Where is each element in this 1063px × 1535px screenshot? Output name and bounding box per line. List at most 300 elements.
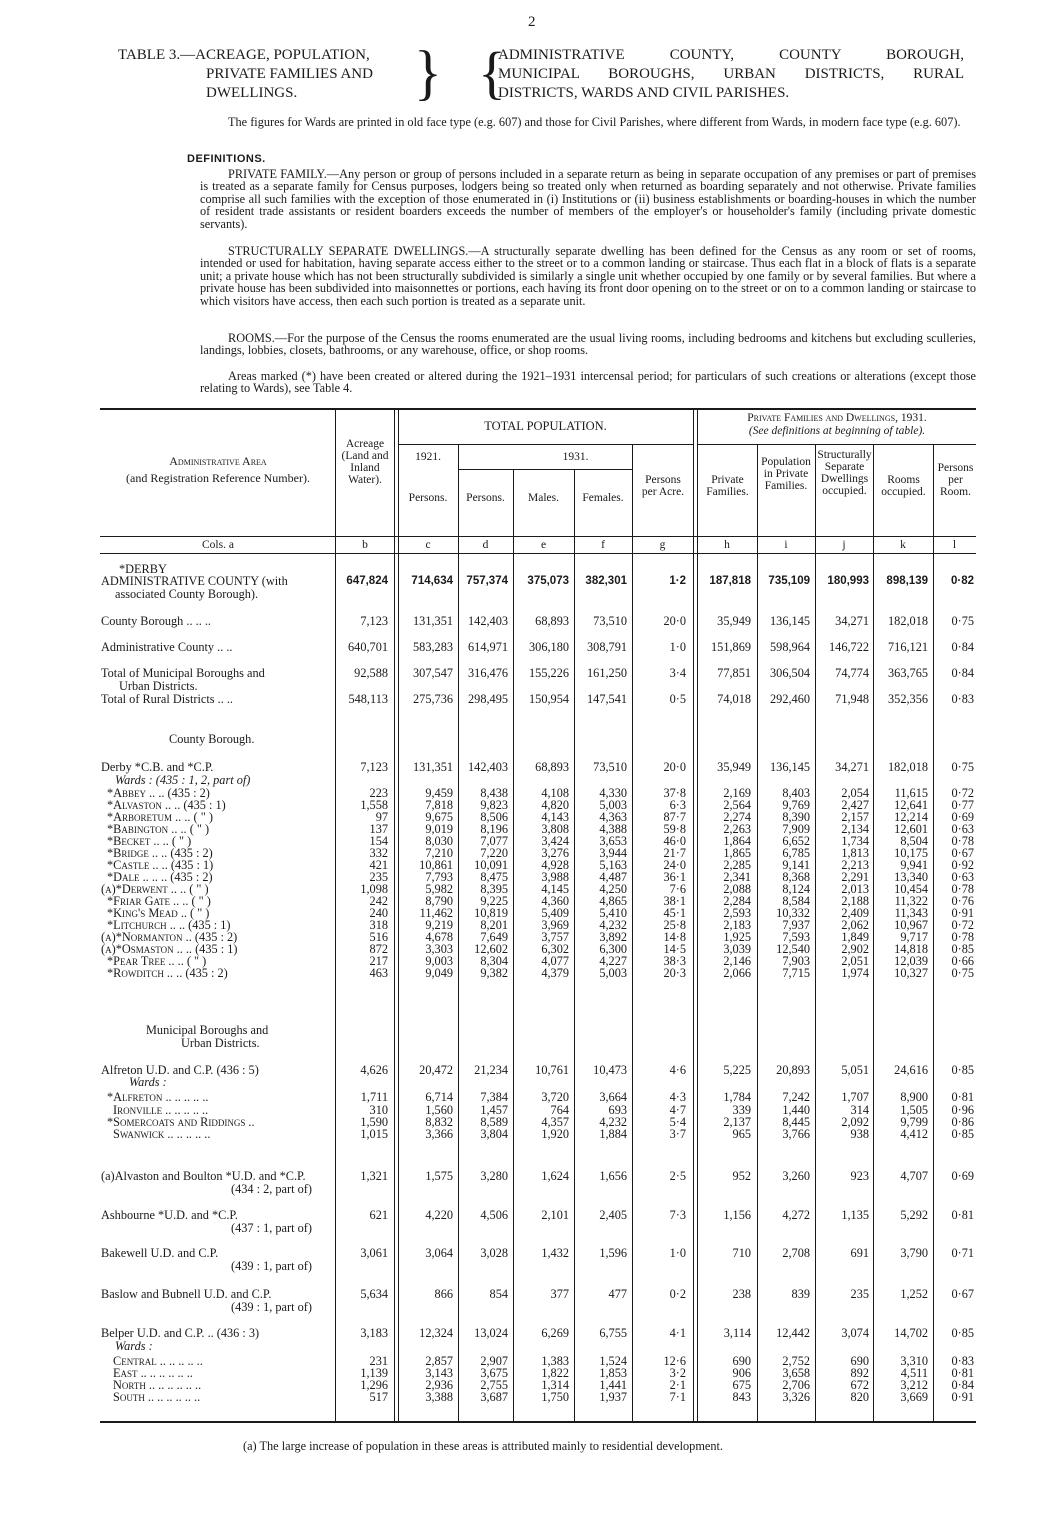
table-cell: 3,326 xyxy=(782,1390,810,1404)
row-label: associated County Borough). xyxy=(115,587,259,601)
table-cell: 1,560 xyxy=(425,1103,453,1117)
table-cell: 0·77 xyxy=(951,798,974,812)
table-cell: 150,954 xyxy=(529,692,569,706)
definitions-heading: DEFINITIONS. xyxy=(187,153,266,165)
table-cell: 35,949 xyxy=(717,614,751,628)
row-label: Belper U.D. and C.P. .. (436 : 3) xyxy=(101,1326,260,1340)
table-cell: 5,003 xyxy=(599,798,627,812)
table-cell: 1,252 xyxy=(900,1287,928,1301)
table-cell: 2,088 xyxy=(723,882,751,896)
table-cell: 2,169 xyxy=(723,786,751,800)
row-label: *Castle .. .. (435 : 1) xyxy=(107,858,214,872)
table-cell: 3·4 xyxy=(669,666,686,680)
table-cell: 20·0 xyxy=(663,614,686,628)
table-cell: 1,383 xyxy=(541,1354,569,1368)
table-cell: 13,340 xyxy=(894,870,928,884)
brace-right: } xyxy=(414,38,442,107)
table-cell: 716,121 xyxy=(888,640,928,654)
row-label: Wards : xyxy=(115,1339,153,1353)
table-cell: 9,769 xyxy=(782,798,810,812)
table-cell: 25·8 xyxy=(663,918,686,932)
title-left-line-1: TABLE 3.—ACREAGE, POPULATION, xyxy=(118,47,370,63)
table-cell: 240 xyxy=(369,906,388,920)
table-cell: 5,410 xyxy=(599,906,627,920)
table-cell: 0·91 xyxy=(951,906,974,920)
table-cell: 6,300 xyxy=(599,942,627,956)
table-cell: 97 xyxy=(375,810,388,824)
header-per-acre: Persons per Acre. xyxy=(641,474,685,498)
table-cell: 2,066 xyxy=(723,966,751,980)
table-cell: 872 xyxy=(369,942,388,956)
table-cell: 9,823 xyxy=(480,798,508,812)
table-cell: 68,893 xyxy=(535,760,569,774)
table-cell: 3,757 xyxy=(541,930,569,944)
table-cell: 7,715 xyxy=(782,966,810,980)
row-label: Wards : xyxy=(129,1075,167,1089)
table-cell: 965 xyxy=(732,1127,751,1141)
table-cell: 5·4 xyxy=(669,1115,686,1129)
row-label: *Alfreton .. .. .. .. .. xyxy=(107,1090,209,1104)
row-label: *Babington .. .. ( " ) xyxy=(107,822,210,836)
table-cell: 8,445 xyxy=(782,1115,810,1129)
table-cell: 2,564 xyxy=(723,798,751,812)
table-cell: 2,188 xyxy=(841,894,869,908)
table-cell: 154 xyxy=(369,834,388,848)
table-cell: 1,505 xyxy=(900,1103,928,1117)
table-cell: 5,634 xyxy=(360,1287,388,1301)
header-bottom-rule xyxy=(100,536,976,537)
table-cell: 46·0 xyxy=(663,834,686,848)
col-letter: d xyxy=(482,539,489,551)
table-cell: 0·66 xyxy=(951,954,974,968)
header-population-private-families: Population in Private Families. xyxy=(761,456,811,492)
table-cell: 8,395 xyxy=(480,882,508,896)
table-cell: 71,948 xyxy=(835,692,869,706)
title-right-line-2: MUNICIPAL BOROUGHS, URBAN DISTRICTS, RURAL xyxy=(498,66,964,82)
table-cell: 11,343 xyxy=(894,906,928,920)
table-cell: 4·1 xyxy=(669,1326,686,1340)
table-cell: 35,949 xyxy=(717,760,751,774)
table-cell: 4,865 xyxy=(599,894,627,908)
table-cell: 2·1 xyxy=(669,1378,686,1392)
table-cell: 4,487 xyxy=(599,870,627,884)
table-cell: 1,937 xyxy=(599,1390,627,1404)
table-cell: 3,808 xyxy=(541,822,569,836)
table-cell: 9,003 xyxy=(425,954,453,968)
table-cell: 2,405 xyxy=(599,1208,627,1222)
table-cell: 142,403 xyxy=(468,760,508,774)
table-cell: 45·1 xyxy=(663,906,686,920)
table-cell: 12,641 xyxy=(894,798,928,812)
table-cell: 0·96 xyxy=(951,1103,974,1117)
table-cell: 3,687 xyxy=(480,1390,508,1404)
table-cell: 3·7 xyxy=(669,1127,686,1141)
table-cell: 477 xyxy=(608,1287,627,1301)
table-cell: 34,271 xyxy=(835,614,869,628)
table-cell: 137 xyxy=(369,822,388,836)
table-cell: 4,143 xyxy=(541,810,569,824)
table-cell: 4,357 xyxy=(541,1115,569,1129)
table-cell: 0·85 xyxy=(951,1063,974,1077)
footnote: (a) The large increase of population in these areas is attributed mainly to residential development. xyxy=(243,1439,723,1453)
table-cell: 8,304 xyxy=(480,954,508,968)
table-cell: 3,790 xyxy=(900,1246,928,1260)
table-cell: 2,755 xyxy=(480,1378,508,1392)
definition-dwellings: STRUCTURALLY SEPARATE DWELLINGS.—A structurally separate dwelling has been defined for the Census as any room or set of rooms, intended or used for habitation, having separate access either to the street or to a common landing or staircase. Thus each flat in a block of flats is a separate unit; a private house which has not been structurally subdivided is similarly a single unit whether occupied by one family or by several families. But where a private house has been subdivided into maisonnettes or portions, each having its front door opening on to the street or on to a common landing or staircase to which visitors have access, then each such portion is treated as a separate unit. xyxy=(200,244,976,308)
row-label: Central .. .. .. .. .. xyxy=(113,1354,203,1368)
table-cell: 693 xyxy=(608,1103,627,1117)
header-dwellings: Structurally Separate Dwellings occupied. xyxy=(817,449,872,497)
table-cell: 3,183 xyxy=(360,1326,388,1340)
table-cell: 9,675 xyxy=(425,810,453,824)
table-cell: 231 xyxy=(369,1354,388,1368)
table-cell: 238 xyxy=(732,1287,751,1301)
table-cell: 1,590 xyxy=(360,1115,388,1129)
table-cell: 0·5 xyxy=(669,692,686,706)
col-letter: l xyxy=(952,539,957,551)
table-cell: 4,506 xyxy=(480,1208,508,1222)
table-cell: 155,226 xyxy=(529,666,569,680)
table-cell: 1,734 xyxy=(841,834,869,848)
table-cell: 0·78 xyxy=(951,882,974,896)
table-cell: 7,077 xyxy=(480,834,508,848)
table-cell: 854 xyxy=(489,1287,508,1301)
row-label: *Litchurch .. .. (435 : 1) xyxy=(107,918,231,932)
table-cell: 1·2 xyxy=(669,575,686,587)
table-cell: 0·75 xyxy=(951,966,974,980)
table-cell: 2,092 xyxy=(841,1115,869,1129)
table-cell: 1,884 xyxy=(599,1127,627,1141)
table-cell: 517 xyxy=(369,1390,388,1404)
col-letter: k xyxy=(900,539,906,551)
table-cell: 5,051 xyxy=(841,1063,869,1077)
table-cell: 377 xyxy=(550,1287,569,1301)
table-cell: 2,062 xyxy=(841,918,869,932)
row-label: *DERBY xyxy=(119,562,167,576)
table-cell: 8,900 xyxy=(900,1090,928,1104)
row-label: *Dale .. .. .. (435 : 2) xyxy=(107,870,213,884)
table-cell: 548,113 xyxy=(348,692,388,706)
table-cell: 1,558 xyxy=(360,798,388,812)
table-cell: 7·3 xyxy=(669,1208,686,1222)
table-cell: 24·0 xyxy=(663,858,686,872)
table-cell: 9,459 xyxy=(425,786,453,800)
row-label: (a)*Osmaston .. .. (435 : 1) xyxy=(101,942,238,956)
table-cell: 136,145 xyxy=(770,760,810,774)
table-cell: 2,427 xyxy=(841,798,869,812)
table-cell: 0·82 xyxy=(950,575,974,587)
row-label: Urban Districts. xyxy=(181,1036,260,1050)
table-cell: 142,403 xyxy=(468,614,508,628)
row-label: (439 : 1, part of) xyxy=(231,1259,312,1273)
table-cell: 1,135 xyxy=(841,1208,869,1222)
table-cell: 8,390 xyxy=(782,810,810,824)
table-cell: 146,722 xyxy=(829,640,869,654)
table-cell: 7,220 xyxy=(480,846,508,860)
table-cell: 318 xyxy=(369,918,388,932)
table-cell: 4,388 xyxy=(599,822,627,836)
col-letter: h xyxy=(724,539,730,551)
row-label: *Becket .. .. ( " ) xyxy=(107,834,192,848)
table-cell: 3,675 xyxy=(480,1366,508,1380)
table-cell: 1,853 xyxy=(599,1366,627,1380)
table-cell: 0·81 xyxy=(951,1208,974,1222)
col-letter: Cols. a xyxy=(202,539,234,551)
table-cell: 2,907 xyxy=(480,1354,508,1368)
header-per-room: Persons per Room. xyxy=(937,462,974,498)
header-rule xyxy=(398,444,693,445)
table-cell: 1,813 xyxy=(841,846,869,860)
table-cell: 10,327 xyxy=(894,966,928,980)
table-cell: 0·72 xyxy=(951,918,974,932)
table-cell: 6,755 xyxy=(599,1326,627,1340)
table-cell: 1,314 xyxy=(541,1378,569,1392)
table-cell: 0·81 xyxy=(951,1090,974,1104)
table-cell: 0·63 xyxy=(951,822,974,836)
table-cell: 7,384 xyxy=(480,1090,508,1104)
table-cell: 5,982 xyxy=(425,882,453,896)
definition-private-family: PRIVATE FAMILY.—Any person or group of persons included in a separate return as being in separate occupation of any premises or part of premises is treated as a separate family for Census purposes, lodgers being so treated only when returned as boarding separately and not otherwise. Private families comprise all such families with the exception of those enumerated in (i) Institutions or (ii) business establishments or boarding-houses in which the number of resident trade assistants or resident boarders exceeds the number of members of the employer's or householder's family (including private domestic servants). xyxy=(200,167,976,231)
table-cell: 352,356 xyxy=(888,692,928,706)
table-cell: 0·78 xyxy=(951,930,974,944)
table-cell: 3,944 xyxy=(599,846,627,860)
table-cell: 1,920 xyxy=(541,1127,569,1141)
table-cell: 2,706 xyxy=(782,1378,810,1392)
table-cell: 0·83 xyxy=(951,692,974,706)
table-cell: 898,139 xyxy=(886,575,928,587)
table-cell: 332 xyxy=(369,846,388,860)
table-cell: 34,271 xyxy=(835,760,869,774)
table-cell: 3,276 xyxy=(541,846,569,860)
table-cell: 3,424 xyxy=(541,834,569,848)
table-cell: 735,109 xyxy=(768,575,810,587)
table-cell: 14,702 xyxy=(894,1326,928,1340)
table-cell: 843 xyxy=(732,1390,751,1404)
table-cell: 1,925 xyxy=(723,930,751,944)
table-cell: 4,707 xyxy=(900,1169,928,1183)
col-letter: f xyxy=(601,539,605,551)
table-cell: 0·85 xyxy=(951,1326,974,1340)
row-label: County Borough .. .. .. xyxy=(101,614,211,628)
table-cell: 3,804 xyxy=(480,1127,508,1141)
table-cell: 77,851 xyxy=(717,666,751,680)
table-cell: 131,351 xyxy=(413,614,453,628)
table-cell: 1·0 xyxy=(669,640,686,654)
table-cell: 308,791 xyxy=(587,640,627,654)
table-cell: 21·7 xyxy=(663,846,686,860)
brace-left: { xyxy=(478,40,506,105)
table-cell: 3,303 xyxy=(425,942,453,956)
table-cell: 9,941 xyxy=(900,858,928,872)
table-cell: 1,432 xyxy=(541,1246,569,1260)
table-cell: 3,143 xyxy=(425,1366,453,1380)
table-cell: 0·71 xyxy=(951,1246,974,1260)
cols-bottom-rule xyxy=(100,553,976,554)
table-cell: 7,909 xyxy=(782,822,810,836)
table-cell: 3,064 xyxy=(425,1246,453,1260)
row-label: (437 : 1, part of) xyxy=(231,1221,312,1235)
table-cell: 314 xyxy=(850,1103,869,1117)
table-cell: 4,108 xyxy=(541,786,569,800)
header-males: Males. xyxy=(528,492,559,504)
table-cell: 10,332 xyxy=(776,906,810,920)
table-cell: 4,820 xyxy=(541,798,569,812)
table-cell: 2,157 xyxy=(841,810,869,824)
table-cell: 4,626 xyxy=(360,1063,388,1077)
table-cell: 3,039 xyxy=(723,942,751,956)
row-label: Ashbourne *U.D. and *C.P. xyxy=(101,1208,238,1222)
table-cell: 2·5 xyxy=(669,1169,686,1183)
table-cell: 0·91 xyxy=(951,1390,974,1404)
table-cell: 5,163 xyxy=(599,858,627,872)
table-cell: 1,974 xyxy=(841,966,869,980)
table-cell: 0·76 xyxy=(951,894,974,908)
table-cell: 672 xyxy=(850,1378,869,1392)
table-cell: 6·3 xyxy=(669,798,686,812)
table-cell: 14·8 xyxy=(663,930,686,944)
table-cell: 621 xyxy=(369,1208,388,1222)
table-cell: 8,589 xyxy=(480,1115,508,1129)
table-cell: 306,180 xyxy=(529,640,569,654)
table-cell: 2,051 xyxy=(841,954,869,968)
row-label: South .. .. .. .. .. .. xyxy=(113,1390,201,1404)
row-label: Ironville .. .. .. .. .. xyxy=(113,1103,209,1117)
table-cell: 2,936 xyxy=(425,1378,453,1392)
table-cell: 714,634 xyxy=(411,575,453,587)
row-label: *Bridge .. .. (435 : 2) xyxy=(107,846,213,860)
intro-note: The figures for Wards are printed in old face type (e.g. 607) and those for Civil Parishes, where different from Wards, in modern face type (e.g. 607). xyxy=(228,115,961,129)
table-cell: 10,761 xyxy=(535,1063,569,1077)
table-cell: 4,511 xyxy=(900,1366,928,1380)
table-cell: 4,330 xyxy=(599,786,627,800)
table-cell: 0·84 xyxy=(951,640,974,654)
table-cell: 0·85 xyxy=(951,1127,974,1141)
table-cell: 180,993 xyxy=(827,575,869,587)
table-cell: 12·6 xyxy=(663,1354,686,1368)
table-cell: 6,785 xyxy=(782,846,810,860)
table-cell: 4,379 xyxy=(541,966,569,980)
table-cell: 2,134 xyxy=(841,822,869,836)
table-cell: 11,462 xyxy=(419,906,453,920)
table-cell: 1,784 xyxy=(723,1090,751,1104)
table-cell: 690 xyxy=(850,1354,869,1368)
table-cell: 12,442 xyxy=(776,1326,810,1340)
table-cell: 10,454 xyxy=(894,882,928,896)
table-top-rule xyxy=(100,408,976,410)
table-cell: 9,799 xyxy=(900,1115,928,1129)
table-cell: 4,077 xyxy=(541,954,569,968)
table-cell: 8,196 xyxy=(480,822,508,836)
table-cell: 3,658 xyxy=(782,1366,810,1380)
table-cell: 4,232 xyxy=(599,918,627,932)
table-cell: 8,504 xyxy=(900,834,928,848)
table-cell: 9,717 xyxy=(900,930,928,944)
areas-note: Areas marked (*) have been created or altered during the 1921–1931 intercensal period; for particulars of such creations or alterations (except those relating to Wards), see Table 4. xyxy=(200,369,976,396)
table-cell: 5,409 xyxy=(541,906,569,920)
table-cell: 12,540 xyxy=(776,942,810,956)
table-cell: 4·7 xyxy=(669,1103,686,1117)
table-cell: 757,374 xyxy=(466,575,508,587)
table-cell: 1,441 xyxy=(599,1378,627,1392)
table-cell: 12,039 xyxy=(894,954,928,968)
table-cell: 8,475 xyxy=(480,870,508,884)
table-cell: 3,114 xyxy=(723,1326,751,1340)
row-label: (a)*Normanton .. (435 : 2) xyxy=(101,930,238,944)
row-label: North .. .. .. .. .. .. xyxy=(113,1378,202,1392)
table-cell: 906 xyxy=(732,1366,751,1380)
table-cell: 2,708 xyxy=(782,1246,810,1260)
table-cell: 8,030 xyxy=(425,834,453,848)
header-acreage: Acreage (Land and Inland Water). xyxy=(341,438,389,486)
table-cell: 5,003 xyxy=(599,966,627,980)
table-cell: 0·78 xyxy=(951,834,974,848)
table-cell: 2,285 xyxy=(723,858,751,872)
table-cell: 235 xyxy=(369,870,388,884)
table-cell: 10,091 xyxy=(474,858,508,872)
row-label: (439 : 1, part of) xyxy=(231,1300,312,1314)
table-cell: 7,593 xyxy=(782,930,810,944)
col-letter: b xyxy=(362,539,368,551)
table-cell: 9,141 xyxy=(782,858,810,872)
header-persons-1931: Persons. xyxy=(466,492,505,504)
table-cell: 2,101 xyxy=(541,1208,569,1222)
row-label: Alfreton U.D. and C.P. (436 : 5) xyxy=(101,1063,259,1077)
table-cell: 2,146 xyxy=(723,954,751,968)
table-cell: 310 xyxy=(369,1103,388,1117)
table-cell: 3,280 xyxy=(480,1169,508,1183)
row-label: Administrative County .. .. xyxy=(101,640,233,654)
table-cell: 8,201 xyxy=(480,918,508,932)
table-cell: 8,790 xyxy=(425,894,453,908)
title-right-line-1: ADMINISTRATIVE COUNTY, COUNTY BOROUGH, xyxy=(498,47,964,63)
table-cell: 0·63 xyxy=(951,870,974,884)
table-cell: 2,213 xyxy=(841,858,869,872)
header-see-definitions: (See definitions at beginning of table). xyxy=(748,425,926,437)
title-left-line-3: DWELLINGS. xyxy=(206,85,298,101)
table-cell: 11,322 xyxy=(894,894,928,908)
table-cell: 2,857 xyxy=(425,1354,453,1368)
table-cell: 3,653 xyxy=(599,834,627,848)
row-label: *Abbey .. .. (435 : 2) xyxy=(107,786,210,800)
header-females: Females. xyxy=(582,492,624,504)
table-cell: 647,824 xyxy=(346,575,388,587)
table-cell: 2,183 xyxy=(723,918,751,932)
table-cell: 275,736 xyxy=(413,692,453,706)
table-cell: 3,310 xyxy=(900,1354,928,1368)
row-label: *Rowditch .. .. (435 : 2) xyxy=(107,966,228,980)
row-label: Municipal Boroughs and xyxy=(146,1023,269,1037)
table-cell: 8,506 xyxy=(480,810,508,824)
table-cell: 182,018 xyxy=(888,614,928,628)
table-cell: 235 xyxy=(850,1287,869,1301)
table-cell: 2,054 xyxy=(841,786,869,800)
row-label: *Pear Tree .. .. ( " ) xyxy=(107,954,207,968)
table-cell: 7,210 xyxy=(425,846,453,860)
table-cell: 3,766 xyxy=(782,1127,810,1141)
row-label: (434 : 2, part of) xyxy=(231,1182,312,1196)
row-label: *Alvaston .. .. (435 : 1) xyxy=(107,798,226,812)
table-cell: 690 xyxy=(732,1354,751,1368)
table-cell: 9,219 xyxy=(425,918,453,932)
table-cell: 7,903 xyxy=(782,954,810,968)
table-cell: 1,711 xyxy=(360,1090,388,1104)
table-cell: 4,232 xyxy=(599,1115,627,1129)
table-cell: 2,593 xyxy=(723,906,751,920)
table-cell: 4,220 xyxy=(425,1208,453,1222)
table-cell: 7,123 xyxy=(360,760,388,774)
col-letter: i xyxy=(784,539,788,551)
table-cell: 1,015 xyxy=(360,1127,388,1141)
